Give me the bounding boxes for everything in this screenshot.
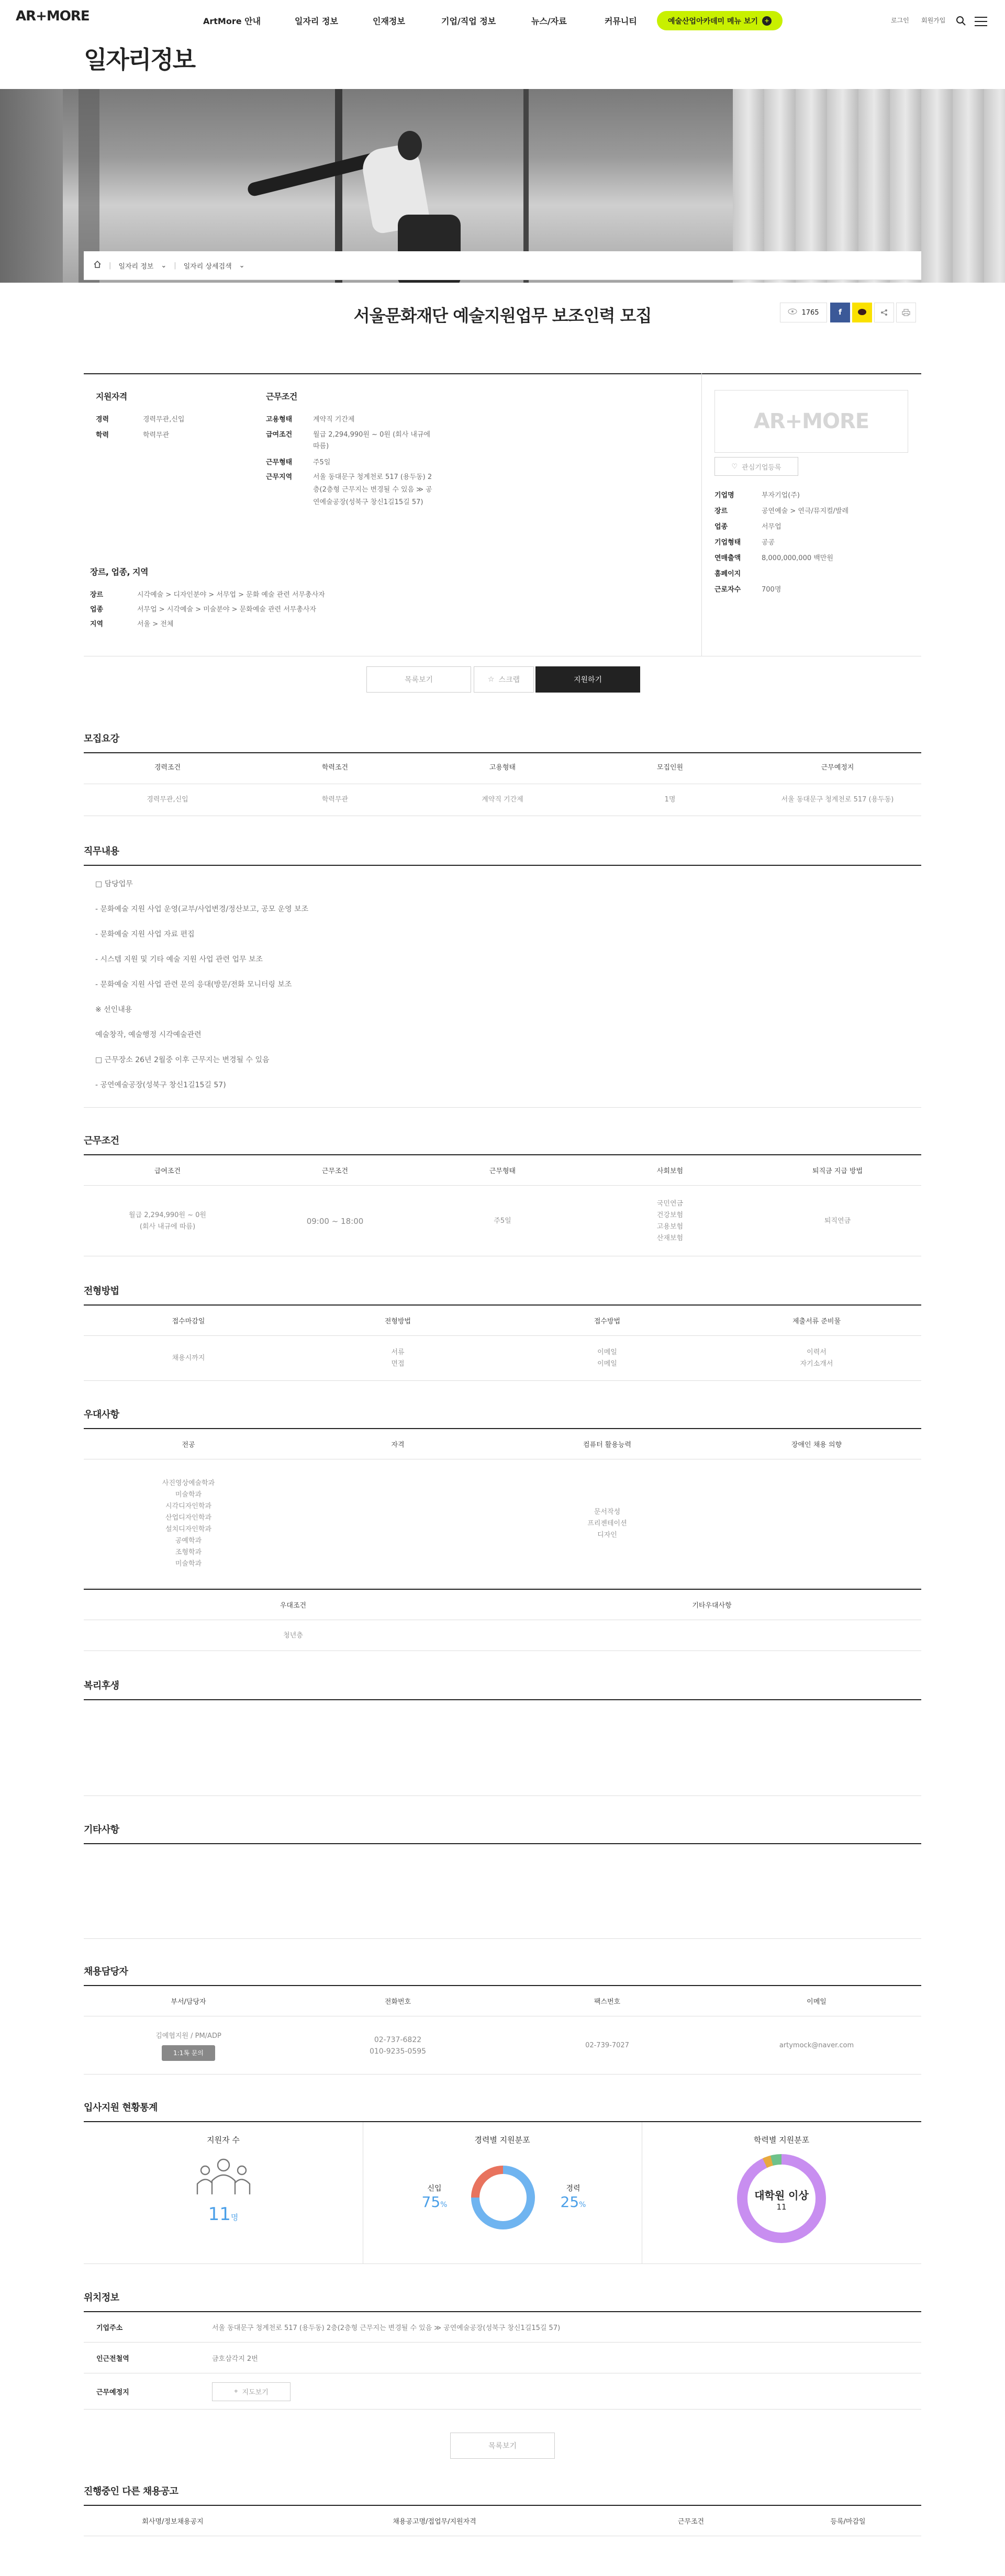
- work-table-header: [84, 1155, 921, 1186]
- table-header: 우대조건: [280, 1602, 307, 1610]
- table-header: 급여조건: [154, 1167, 181, 1175]
- academy-menu-label: 예술산업아카데미 메뉴 보기: [667, 17, 758, 26]
- table-cell: 이메일: [597, 1348, 617, 1356]
- favorite-company-label: 관심기업등록: [742, 463, 781, 472]
- view-count: [780, 303, 827, 322]
- recruit-table: [84, 752, 921, 815]
- applicants-count: 11명: [208, 2204, 239, 2225]
- table-cell: 이력서: [807, 1348, 827, 1356]
- map-view-button[interactable]: [212, 2382, 291, 2401]
- table-header: 경력조건: [84, 752, 251, 784]
- prefer-table2-row: [84, 1621, 921, 1651]
- condition-row: 급여조건 월급 2,294,990원 ~ 0원 (회사 내규에 따름): [266, 431, 431, 450]
- plus-icon: +: [762, 16, 772, 26]
- table-header: 고용형태: [419, 752, 586, 784]
- table-header: 학력조건: [251, 752, 419, 784]
- applicants-title: 지원자 수: [207, 2135, 240, 2145]
- table-header: 근무조건: [321, 1167, 349, 1175]
- prefer-table-row: [84, 1460, 921, 1588]
- list-item: - 문화예술 지원 사업 자료 편집: [95, 930, 195, 939]
- chevron-down-icon: ⌄: [161, 261, 167, 270]
- duty-list: [95, 872, 912, 1098]
- table-cell: 고용보험: [656, 1222, 684, 1231]
- career-dist-title: 경력별 지원분포: [474, 2135, 530, 2145]
- summary-divider: [701, 373, 702, 656]
- breadcrumb-level1[interactable]: 일자리 정보: [118, 262, 154, 271]
- company-row: 장르 공연예술 > 연극/뮤지컬/발레: [714, 507, 849, 515]
- table-cell: 산재보험: [656, 1234, 684, 1242]
- table-cell: 디자인: [597, 1531, 617, 1539]
- table-header: 부서/담당자: [171, 1998, 206, 2006]
- qualify-row: 경력 경력무관,신입: [96, 416, 185, 423]
- table-cell: 서류: [391, 1348, 405, 1356]
- menu-icon[interactable]: [975, 17, 987, 28]
- table-cell: 자기소개서: [800, 1360, 833, 1368]
- chevron-down-icon: ⌄: [239, 261, 245, 270]
- table-cell: 계약직 기간제: [419, 784, 586, 816]
- table-cell: 경력무관,신입: [84, 784, 251, 816]
- qualify-row: 학력 학력무관: [96, 431, 170, 439]
- summary-top-rule: [84, 373, 921, 374]
- edu-center-label: 대학원 이상 11: [754, 2189, 809, 2212]
- nav-jobs[interactable]: 일자리 정보: [295, 16, 338, 26]
- process-heading: 전형방법: [84, 1286, 119, 1297]
- site-header: [0, 0, 1005, 42]
- genre-row: 장르 시각예술 > 디자인분야 > 서무업 > 문화 예술 관련 서무총사자: [90, 591, 325, 599]
- stats-heading: 입사지원 현황통계: [84, 2102, 158, 2113]
- table-header: 근무조건: [677, 2518, 705, 2526]
- search-icon[interactable]: [956, 16, 966, 28]
- others-table-header: [84, 2506, 921, 2536]
- table-cell: 월급 2,294,990원 ~ 0원: [129, 1211, 206, 1219]
- duty-heading: 직무내용: [84, 846, 119, 857]
- others-heading: 진행중인 다른 채용공고: [84, 2486, 178, 2497]
- table-cell: 문서작성: [594, 1508, 621, 1516]
- table-cell: 시각디자인학과: [165, 1502, 211, 1510]
- company-row: 기업형태 공공: [714, 539, 775, 547]
- table-header: 제출서류 준비물: [792, 1318, 841, 1325]
- prefer-table-header: [84, 1429, 921, 1459]
- home-icon[interactable]: [93, 260, 102, 271]
- table-header: 사회보험: [656, 1167, 684, 1175]
- list-item: - 공연예술공장(성북구 창신1길15길 57): [95, 1081, 226, 1089]
- table-cell: 02-737-6822: [374, 2035, 422, 2044]
- login-link[interactable]: 로그인: [891, 17, 909, 24]
- table-header: 채용공고명/접업무/지원자격: [393, 2518, 476, 2526]
- table-header: 이메일: [807, 1998, 827, 2006]
- table-header: 근무형태: [489, 1167, 516, 1175]
- recruit-heading: 모집요강: [84, 733, 119, 744]
- table-cell: 산업디자인학과: [165, 1514, 211, 1522]
- company-row: 연매출액 8,000,000,000 백만원: [714, 554, 833, 562]
- table-header: 근무예정지: [754, 752, 921, 784]
- list-item: □ 담당업무: [95, 880, 133, 888]
- table-cell: 건강보험: [656, 1211, 684, 1219]
- site-logo[interactable]: AR+MORE: [16, 8, 90, 24]
- print-icon[interactable]: [896, 303, 916, 322]
- manager-table-header: [84, 1986, 921, 2016]
- company-row: 근로자수 700명: [714, 586, 781, 594]
- genre-row: 지역 서울 > 전체: [90, 620, 174, 628]
- condition-row: 근무형태 주5일: [266, 459, 331, 466]
- scrap-label: 스크랩: [498, 676, 520, 684]
- manager-table-row: [84, 2017, 921, 2075]
- table-header: 접수마감일: [172, 1318, 205, 1325]
- genre-row: 업종 서무업 > 시각예술 > 미술분야 > 문화예술 관련 서무총사자: [90, 606, 317, 614]
- condition-row: 고용형태 계약직 기간제: [266, 416, 355, 423]
- breadcrumb: | 일자리 정보 ⌄ | 일자리 상세검색 ⌄: [84, 251, 921, 280]
- table-cell: 설치디자인학과: [165, 1525, 211, 1533]
- job-title: 서울문화재단 예술지원업무 보조인력 모집: [353, 306, 652, 326]
- table-cell: 서울 동대문구 청계천로 517 (용두동): [754, 784, 921, 816]
- map-pin-icon: ⌖: [234, 2388, 238, 2395]
- nav-community[interactable]: 커뮤니티: [605, 16, 637, 26]
- list-item: - 시스템 지원 및 기타 예술 지원 사업 관련 업무 보조: [95, 955, 263, 964]
- table-header: 팩스번호: [594, 1998, 621, 2006]
- table-cell: 1명: [586, 784, 754, 816]
- nav-artmore[interactable]: ArtMore 안내: [203, 16, 261, 26]
- nav-talent[interactable]: 인재정보: [373, 16, 405, 26]
- manager-name: 김예협지원 / PM/ADP: [155, 2032, 221, 2040]
- company-row: 기업명 부자기업(주): [714, 492, 800, 499]
- table-cell: (회사 내규에 따름): [139, 1222, 196, 1231]
- qualify-heading: 지원자격: [96, 392, 127, 402]
- prefer-heading: 우대사항: [84, 1409, 119, 1420]
- table-header: 전화번호: [384, 1998, 411, 2006]
- conditions-heading: 근무조건: [266, 392, 297, 402]
- list-button[interactable]: 목록보기: [366, 666, 471, 693]
- table-header: 접수방법: [594, 1318, 621, 1325]
- list-item: - 문화예술 지원 사업 운영(교부/사업변경/정산보고, 공모 운영 보조: [95, 905, 309, 913]
- nav-company[interactable]: 기업/직업 정보: [441, 16, 496, 26]
- list-item: - 문화예술 지원 사업 관련 문의 응대(방문/전화 모니터링 보조: [95, 980, 292, 989]
- table-cell: 09:00 ~ 18:00: [306, 1216, 364, 1226]
- table-header: 기타우대사항: [692, 1602, 732, 1610]
- table-cell: 채용시까지: [172, 1354, 205, 1362]
- career-ratio: 경력 25%: [560, 2184, 586, 2211]
- dancer-figure: [247, 151, 382, 197]
- table-cell: 사진영상예술학과: [162, 1479, 215, 1487]
- table-cell: 주5일: [494, 1217, 511, 1225]
- condition-row: 근무지역 서울 동대문구 청계천로 517 (용두동) 2층(2층형 근무지는 변경될 수 있음 ≫ 공연예술공장(성북구 창신1길15길 57): [266, 473, 432, 506]
- list-item: □ 근무장소 26년 2월중 이후 근무지는 변경될 수 있음: [95, 1056, 270, 1064]
- table-cell: 프리젠테이션: [587, 1520, 627, 1527]
- manager-heading: 채용담당자: [84, 1966, 128, 1977]
- share-icon[interactable]: [874, 303, 894, 322]
- people-icon: [196, 2157, 251, 2199]
- edu-dist-title: 학력별 지원분포: [753, 2135, 810, 2145]
- apply-button[interactable]: 지원하기: [535, 666, 640, 693]
- table-header: 퇴직금 지급 방법: [812, 1167, 863, 1175]
- table-cell: 공예학과: [175, 1537, 202, 1545]
- company-row: 홈페이지: [714, 570, 741, 578]
- prefer-table2-header: [84, 1590, 921, 1620]
- genre-heading: 장르, 업종, 지역: [90, 567, 149, 577]
- academy-menu-button[interactable]: [657, 11, 783, 30]
- table-cell: 조형학과: [175, 1548, 202, 1556]
- table-header: 회사명/정보채용공지: [142, 2518, 204, 2526]
- chat-inquiry-button[interactable]: 1:1톡 문의: [162, 2045, 215, 2061]
- table-cell: artymock@naver.com: [779, 2041, 854, 2049]
- heart-icon: ♡: [731, 462, 738, 471]
- star-icon: ☆: [487, 675, 495, 684]
- location-row: 기업주소 서울 동대문구 청계천로 517 (용두동) 2층(2층형 근무지는 변경될 수 있음 ≫ 공연예술공장(성북구 창신1길15길 57): [84, 2312, 921, 2343]
- table-cell: 퇴직연금: [824, 1217, 851, 1225]
- list-item: 예술창작, 예술행정 시각예술관련: [95, 1031, 202, 1039]
- view-count-value: 1765: [801, 308, 819, 317]
- page-title: 일자리정보: [84, 46, 195, 74]
- table-cell: 미술학과: [175, 1560, 202, 1568]
- table-header: 컴퓨터 활용능력: [583, 1441, 632, 1449]
- nav-news[interactable]: 뉴스/자료: [531, 16, 567, 26]
- location-row: 근무예정지 ⌖ 지도보기: [84, 2374, 921, 2410]
- signup-link[interactable]: 회원가입: [921, 17, 946, 24]
- table-cell: 청년층: [283, 1631, 303, 1640]
- map-view-label: 지도보기: [242, 2389, 269, 2396]
- process-table-row: [84, 1336, 921, 1381]
- location-row: 인근전철역 금호삼각지 2번: [84, 2343, 921, 2373]
- new-ratio: 신입 75%: [421, 2184, 448, 2211]
- table-header: 모집인원: [586, 752, 754, 784]
- table-cell: 02-739-7027: [585, 2041, 629, 2049]
- list-item: ※ 선인내용: [95, 1006, 132, 1014]
- scrap-button[interactable]: [474, 666, 534, 693]
- etc-heading: 기타사항: [84, 1824, 119, 1835]
- table-header: 등록/마감일: [830, 2518, 866, 2526]
- list-button-bottom[interactable]: 목록보기: [450, 2433, 555, 2459]
- kakao-share-icon[interactable]: [852, 303, 872, 322]
- table-cell: 이메일: [597, 1360, 617, 1368]
- welfare-heading: 복리후생: [84, 1680, 119, 1691]
- table-header: 장애인 채용 의향: [791, 1441, 842, 1449]
- process-table-header: [84, 1306, 921, 1336]
- table-header: 자격: [391, 1441, 405, 1449]
- table-header: 전공: [182, 1441, 195, 1449]
- career-donut: [471, 2166, 535, 2229]
- company-logo: AR+MORE: [714, 390, 908, 453]
- table-cell: 010-9235-0595: [369, 2047, 427, 2056]
- table-cell: 면접: [391, 1360, 405, 1368]
- work-table-row: [84, 1186, 921, 1256]
- facebook-share-icon[interactable]: f: [830, 303, 850, 322]
- work-heading: 근무조건: [84, 1135, 119, 1146]
- eye-icon: [788, 308, 797, 317]
- table-cell: 학력무관: [251, 784, 419, 816]
- company-row: 업종 서무업: [714, 523, 781, 531]
- table-cell: 국민연금: [656, 1199, 684, 1208]
- breadcrumb-level2[interactable]: 일자리 상세검색: [183, 262, 232, 271]
- table-header: 전형방법: [384, 1318, 411, 1325]
- table-cell: 미술학과: [175, 1491, 202, 1499]
- favorite-company-button[interactable]: [714, 457, 798, 476]
- location-heading: 위치정보: [84, 2292, 119, 2303]
